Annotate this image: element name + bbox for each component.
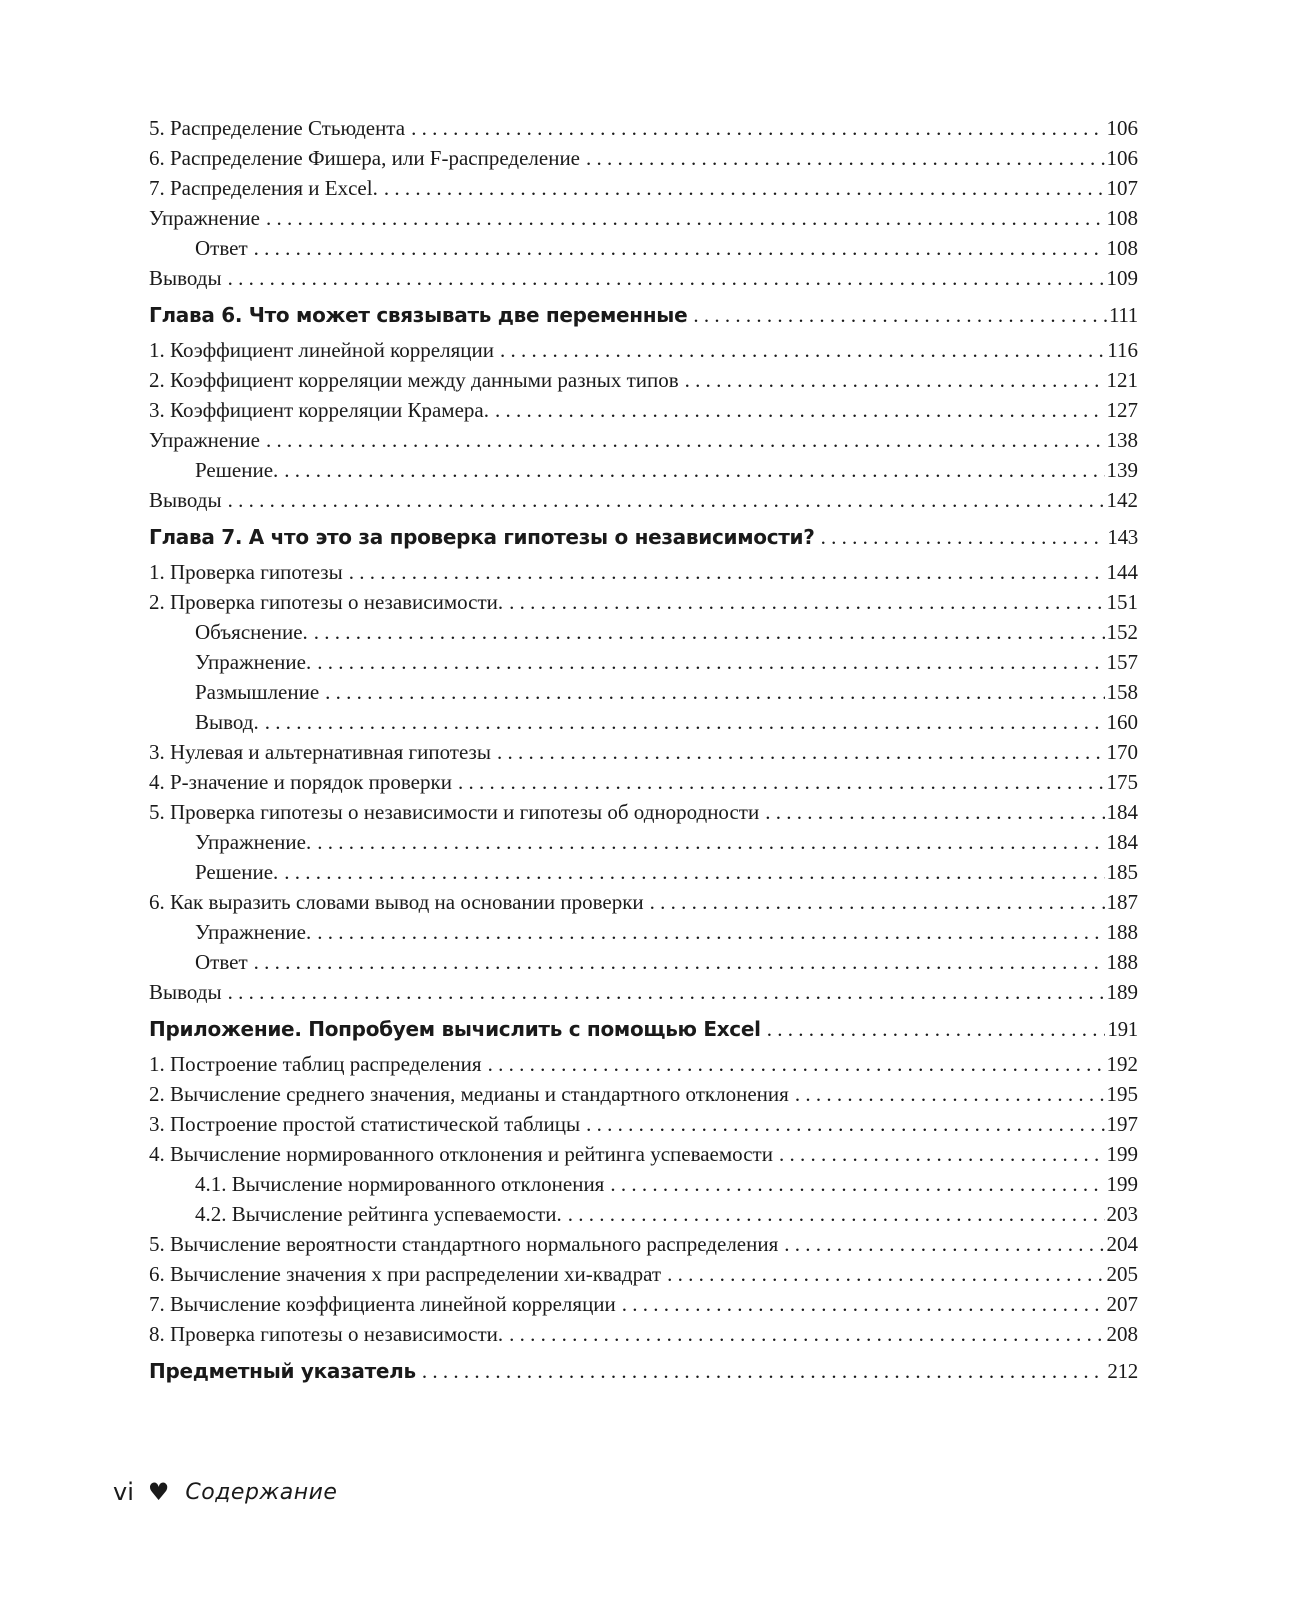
dot-leader	[284, 857, 1104, 887]
toc-page-number: 184	[1106, 800, 1138, 824]
page-number: vi	[113, 1478, 134, 1506]
toc-page-number: 106	[1106, 146, 1138, 170]
toc-entry[interactable]	[149, 113, 1138, 143]
toc-page-number: 189	[1106, 980, 1138, 1004]
dot-leader	[254, 947, 1105, 977]
toc-chapter[interactable]	[149, 293, 1138, 335]
toc-page-number: 175	[1106, 770, 1138, 794]
dot-leader	[779, 1139, 1105, 1169]
toc-entry-title: 4.2. Вычисление рейтинга успеваемости.	[195, 1202, 562, 1226]
toc-entry-title: 4.1. Вычисление нормированного отклонения	[195, 1172, 605, 1196]
toc-entry-title: Предметный указатель	[149, 1359, 416, 1383]
dot-leader	[795, 1079, 1105, 1109]
toc-page-number: 157	[1106, 650, 1138, 674]
toc-entry-title: 6. Как выразить словами вывод на основании проверки	[149, 890, 644, 914]
dot-leader	[622, 1289, 1105, 1319]
dot-leader	[488, 1049, 1105, 1079]
toc-entry-title: 5. Вычисление вероятности стандартного нормального распределения	[149, 1232, 779, 1256]
toc-entry-title: Выводы	[149, 266, 222, 290]
toc-page-number: 188	[1106, 920, 1138, 944]
toc-entry[interactable]	[149, 1169, 1138, 1199]
dot-leader	[821, 517, 1106, 557]
toc-page-number: 108	[1106, 206, 1138, 230]
toc-entry[interactable]	[149, 1049, 1138, 1079]
dot-leader	[266, 203, 1105, 233]
toc-entry-title: Глава 7. А что это за проверка гипотезы о независимости?	[149, 525, 815, 549]
toc-entry-title: Упражнение.	[195, 920, 312, 944]
toc-entry-title: Ответ	[195, 236, 248, 260]
toc-entry-title: 1. Проверка гипотезы	[149, 560, 343, 584]
toc-entry-title: Упражнение	[149, 428, 260, 452]
dot-leader	[317, 647, 1104, 677]
toc-page-number: 106	[1106, 116, 1138, 140]
toc-chapter[interactable]	[149, 1349, 1138, 1391]
toc-entry-title: Упражнение	[149, 206, 260, 230]
dot-leader	[667, 1259, 1104, 1289]
toc-page-number: 185	[1106, 860, 1138, 884]
toc-page-number: 212	[1107, 1359, 1138, 1383]
dot-leader	[284, 455, 1104, 485]
toc-entry[interactable]	[149, 1229, 1138, 1259]
dot-leader	[384, 173, 1105, 203]
dot-leader	[765, 797, 1104, 827]
dot-leader	[586, 1109, 1104, 1139]
toc-entry-title: Упражнение.	[195, 650, 312, 674]
toc-page-number: 187	[1106, 890, 1138, 914]
toc-entry[interactable]	[149, 917, 1138, 947]
toc-page-number: 121	[1106, 368, 1138, 392]
toc-entry[interactable]	[149, 827, 1138, 857]
toc-page-number: 158	[1106, 680, 1138, 704]
toc-entry-title: Решение.	[195, 458, 279, 482]
dot-leader	[228, 263, 1105, 293]
toc-page-number: 108	[1106, 236, 1138, 260]
toc-entry-title: Решение.	[195, 860, 279, 884]
toc-entry[interactable]	[149, 977, 1138, 1007]
toc-page-number: 184	[1106, 830, 1138, 854]
dot-leader	[422, 1351, 1106, 1391]
toc-page-number: 142	[1106, 488, 1138, 512]
toc-page-number: 188	[1106, 950, 1138, 974]
dot-leader	[314, 617, 1105, 647]
toc-page-number: 204	[1106, 1232, 1138, 1256]
toc-entry[interactable]	[149, 737, 1138, 767]
toc-page-number: 160	[1106, 710, 1138, 734]
toc-entry[interactable]	[149, 857, 1138, 887]
dot-leader	[509, 1319, 1104, 1349]
dot-leader	[497, 737, 1105, 767]
toc-entry-title: 3. Построение простой статистической таблицы	[149, 1112, 581, 1136]
toc-page-number: 170	[1106, 740, 1138, 764]
toc-entry[interactable]	[149, 233, 1138, 263]
toc-entry[interactable]	[149, 1199, 1138, 1229]
toc-page-number: 195	[1106, 1082, 1138, 1106]
toc-page-number: 116	[1107, 338, 1138, 362]
dot-leader	[349, 557, 1105, 587]
toc-entry[interactable]	[149, 425, 1138, 455]
toc-entry[interactable]	[149, 647, 1138, 677]
toc-entry[interactable]	[149, 395, 1138, 425]
toc-entry[interactable]	[149, 455, 1138, 485]
toc-entry[interactable]	[149, 143, 1138, 173]
dot-leader	[767, 1009, 1106, 1049]
toc-entry-title: Размышление	[195, 680, 320, 704]
toc-entry-title: Выводы	[149, 488, 222, 512]
toc-page-number: 152	[1106, 620, 1138, 644]
toc-entry[interactable]	[149, 263, 1138, 293]
toc-page-number: 199	[1106, 1172, 1138, 1196]
toc-entry[interactable]	[149, 335, 1138, 365]
toc-entry[interactable]	[149, 1139, 1138, 1169]
toc-entry-title: Ответ	[195, 950, 248, 974]
toc-page-number: 138	[1106, 428, 1138, 452]
toc-page-number: 109	[1106, 266, 1138, 290]
dot-leader	[500, 335, 1105, 365]
toc-entry-title: Приложение. Попробуем вычислить с помощью Excel	[149, 1017, 761, 1041]
toc-entry-title: Объяснение.	[195, 620, 308, 644]
heart-icon: ♥	[147, 1478, 170, 1506]
toc-entry-title: 4. Р-значение и порядок проверки	[149, 770, 452, 794]
toc-page-number: 107	[1106, 176, 1138, 200]
toc-entry[interactable]	[149, 1319, 1138, 1349]
toc-entry[interactable]	[149, 767, 1138, 797]
dot-leader	[458, 767, 1105, 797]
toc-page-number: 127	[1106, 398, 1138, 422]
page-footer	[113, 1478, 337, 1506]
toc-entry-title: 6. Распределение Фишера, или F-распределение	[149, 146, 581, 170]
toc-entry-title: 1. Коэффициент линейной корреляции	[149, 338, 494, 362]
table-of-contents	[149, 113, 1138, 1391]
toc-entry[interactable]	[149, 203, 1138, 233]
dot-leader	[568, 1199, 1105, 1229]
toc-entry-title: 2. Коэффициент корреляции между данными разных типов	[149, 368, 679, 392]
toc-page-number: 197	[1106, 1112, 1138, 1136]
dot-leader	[685, 365, 1105, 395]
dot-leader	[266, 425, 1105, 455]
toc-entry[interactable]	[149, 1289, 1138, 1319]
toc-entry[interactable]	[149, 1259, 1138, 1289]
toc-entry[interactable]	[149, 947, 1138, 977]
toc-entry[interactable]	[149, 1079, 1138, 1109]
dot-leader	[411, 113, 1104, 143]
dot-leader	[610, 1169, 1104, 1199]
dot-leader	[650, 887, 1105, 917]
toc-entry-title: Вывод.	[195, 710, 259, 734]
toc-chapter[interactable]	[149, 515, 1138, 557]
toc-entry[interactable]	[149, 1109, 1138, 1139]
dot-leader	[317, 827, 1104, 857]
toc-entry-title: 3. Коэффициент корреляции Крамера.	[149, 398, 489, 422]
toc-page-number: 144	[1106, 560, 1138, 584]
dot-leader	[495, 395, 1105, 425]
toc-entry-title: 4. Вычисление нормированного отклонения и рейтинга успеваемости	[149, 1142, 773, 1166]
toc-entry[interactable]	[149, 617, 1138, 647]
dot-leader	[509, 587, 1104, 617]
toc-entry-title: 3. Нулевая и альтернативная гипотезы	[149, 740, 491, 764]
dot-leader	[586, 143, 1104, 173]
toc-page-number: 139	[1106, 458, 1138, 482]
dot-leader	[784, 1229, 1104, 1259]
dot-leader	[254, 233, 1105, 263]
toc-page-number: 203	[1106, 1202, 1138, 1226]
toc-entry[interactable]	[149, 173, 1138, 203]
toc-entry[interactable]	[149, 887, 1138, 917]
dot-leader	[265, 707, 1105, 737]
toc-entry-title: Упражнение.	[195, 830, 312, 854]
toc-page-number: 191	[1107, 1017, 1138, 1041]
toc-entry-title: Глава 6. Что может связывать две переменные	[149, 303, 688, 327]
toc-entry[interactable]	[149, 485, 1138, 515]
dot-leader	[228, 977, 1105, 1007]
toc-entry[interactable]	[149, 677, 1138, 707]
toc-entry-title: 6. Вычисление значения х при распределении хи-квадрат	[149, 1262, 662, 1286]
toc-entry[interactable]	[149, 587, 1138, 617]
toc-page-number: 111	[1108, 303, 1138, 327]
toc-chapter[interactable]	[149, 1007, 1138, 1049]
toc-page-number: 205	[1106, 1262, 1138, 1286]
toc-entry-title: 1. Построение таблиц распределения	[149, 1052, 482, 1076]
toc-entry-title: 2. Вычисление среднего значения, медианы и стандартного отклонения	[149, 1082, 789, 1106]
toc-entry[interactable]	[149, 365, 1138, 395]
toc-page-number: 143	[1107, 525, 1138, 549]
toc-page-number: 208	[1106, 1322, 1138, 1346]
toc-entry[interactable]	[149, 557, 1138, 587]
toc-page-number: 151	[1106, 590, 1138, 614]
toc-entry-title: Выводы	[149, 980, 222, 1004]
toc-entry[interactable]	[149, 707, 1138, 737]
toc-entry[interactable]	[149, 797, 1138, 827]
section-title: Содержание	[185, 1479, 338, 1505]
toc-entry-title: 7. Вычисление коэффициента линейной корреляции	[149, 1292, 616, 1316]
toc-page-number: 207	[1106, 1292, 1138, 1316]
toc-entry-title: 8. Проверка гипотезы о независимости.	[149, 1322, 504, 1346]
toc-entry-title: 7. Распределения и Excel.	[149, 176, 378, 200]
dot-leader	[693, 295, 1107, 335]
toc-entry-title: 5. Распределение Стьюдента	[149, 116, 406, 140]
toc-entry-title: 5. Проверка гипотезы о независимости и гипотезы об однородности	[149, 800, 760, 824]
toc-page-number: 192	[1106, 1052, 1138, 1076]
dot-leader	[228, 485, 1105, 515]
dot-leader	[325, 677, 1104, 707]
toc-entry-title: 2. Проверка гипотезы о независимости.	[149, 590, 504, 614]
dot-leader	[317, 917, 1104, 947]
toc-page-number: 199	[1106, 1142, 1138, 1166]
